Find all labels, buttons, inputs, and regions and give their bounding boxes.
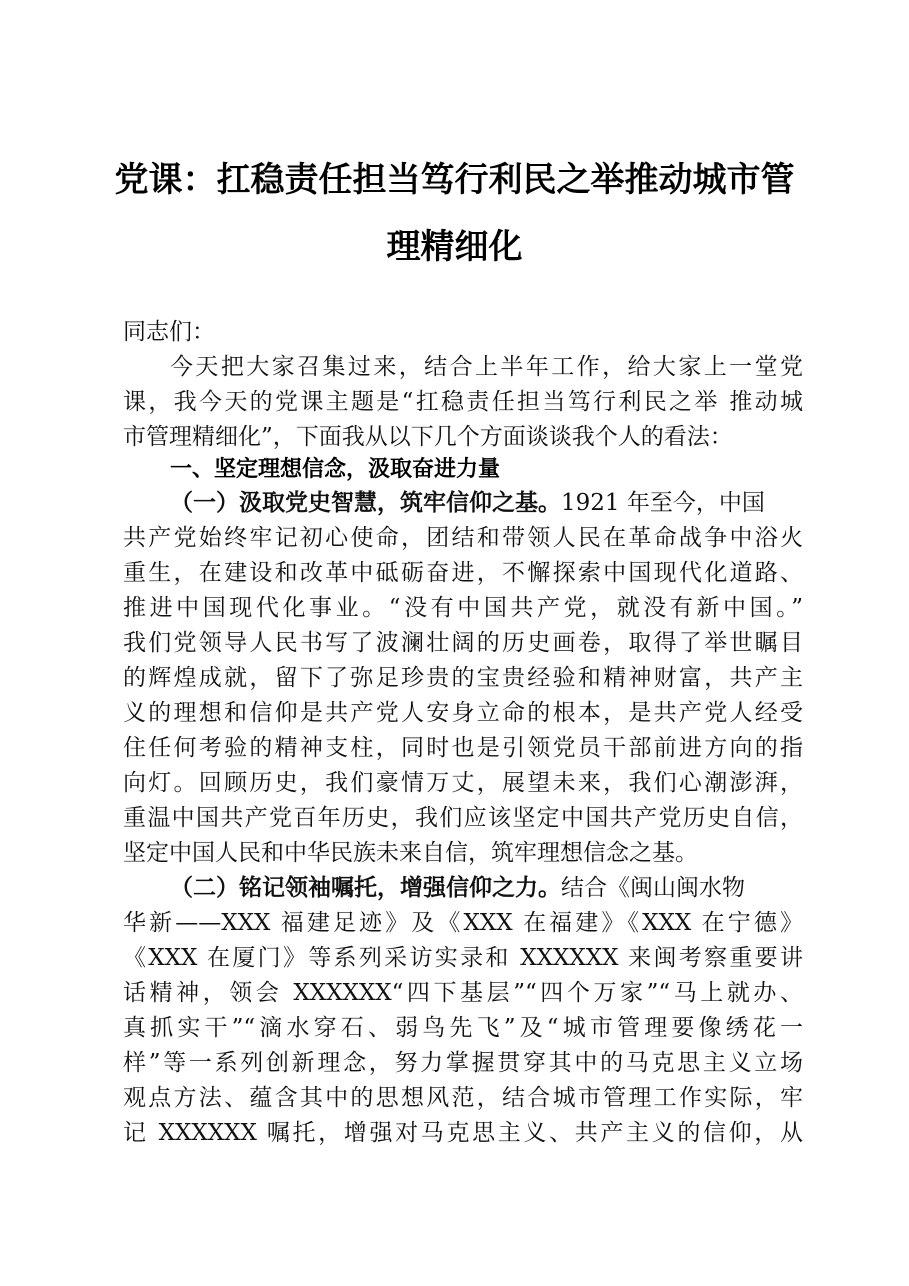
paragraph-2-line: 话精神，领会 XXXXXX“四下基层”“四个万家”“马上就办、 bbox=[123, 980, 803, 1006]
paragraph-1-line: 住任何考验的精神支柱，同时也是引领党员干部前进方向的指 bbox=[123, 735, 803, 761]
paragraph-2-first-line bbox=[170, 874, 803, 902]
paragraph-1-line: 的辉煌成就，留下了弥足珍贵的宝贵经验和精神财富，共产主 bbox=[123, 665, 803, 691]
document-title-line-1: 党课：扛稳责任担当笃行利民之举推动城市管 bbox=[114, 160, 795, 200]
paragraph-1-line-rest: 1921 年至今，中国 bbox=[561, 490, 765, 516]
intro-line: 市管理精细化”，下面我从以下几个方面谈谈我个人的看法： bbox=[123, 424, 733, 450]
paragraph-1-line: 坚定中国人民和中华民族未来自信，筑牢理想信念之基。 bbox=[123, 840, 698, 866]
paragraph-1-line: 向灯。回顾历史，我们豪情万丈，展望未来，我们心潮澎湃， bbox=[123, 770, 803, 796]
paragraph-1-lead: （一）汲取党史智慧，筑牢信仰之基。 bbox=[170, 489, 561, 516]
paragraph-2-lead: （二）铭记领袖嘱托，增强信仰之力。 bbox=[170, 874, 561, 901]
paragraph-2-line: 真抓实干”“滴水穿石、弱鸟先飞”及“城市管理要像绣花一 bbox=[123, 1015, 803, 1041]
salutation: 同志们： bbox=[123, 319, 215, 345]
intro-line: 今天把大家召集过来，结合上半年工作，给大家上一堂党 bbox=[170, 354, 803, 380]
paragraph-2-line: 华新——XXX 福建足迹》及《XXX 在福建》《XXX 在宁德》 bbox=[123, 910, 803, 936]
paragraph-2-line-rest: 结合《闽山闽水物 bbox=[561, 875, 745, 901]
paragraph-2-line: 《XXX 在厦门》等系列采访实录和 XXXXXX 来闽考察重要讲 bbox=[123, 945, 803, 971]
paragraph-2-line: 样”等一系列创新理念，努力掌握贯穿其中的马克思主义立场 bbox=[123, 1050, 803, 1076]
document-title-line-2: 理精细化 bbox=[386, 227, 523, 267]
section-heading-1: 一、坚定理想信念，汲取奋进力量 bbox=[170, 457, 501, 482]
paragraph-1-first-line bbox=[170, 489, 803, 517]
paragraph-2-line: 观点方法、蕴含其中的思想风范，结合城市管理工作实际，牢 bbox=[123, 1085, 803, 1111]
paragraph-1-line: 共产党始终牢记初心使命，团结和带领人民在革命战争中浴火 bbox=[123, 525, 803, 551]
paragraph-1-line: 重温中国共产党百年历史，我们应该坚定中国共产党历史自信， bbox=[123, 805, 803, 831]
intro-line: 课，我今天的党课主题是“扛稳责任担当笃行利民之举 推动城 bbox=[123, 389, 803, 415]
paragraph-1-line: 重生，在建设和改革中砥砺奋进，不懈探索中国现代化道路、 bbox=[123, 560, 803, 586]
paragraph-1-line: 义的理想和信仰是共产党人安身立命的根本，是共产党人经受 bbox=[123, 700, 803, 726]
paragraph-1-line: 我们党领导人民书写了波澜壮阔的历史画卷，取得了举世瞩目 bbox=[123, 630, 803, 656]
paragraph-2-line: 记 XXXXXX 嘱托，增强对马克思主义、共产主义的信仰，从 bbox=[123, 1120, 803, 1146]
paragraph-1-line: 推进中国现代化事业。“没有中国共产党，就没有新中国。” bbox=[123, 595, 803, 621]
